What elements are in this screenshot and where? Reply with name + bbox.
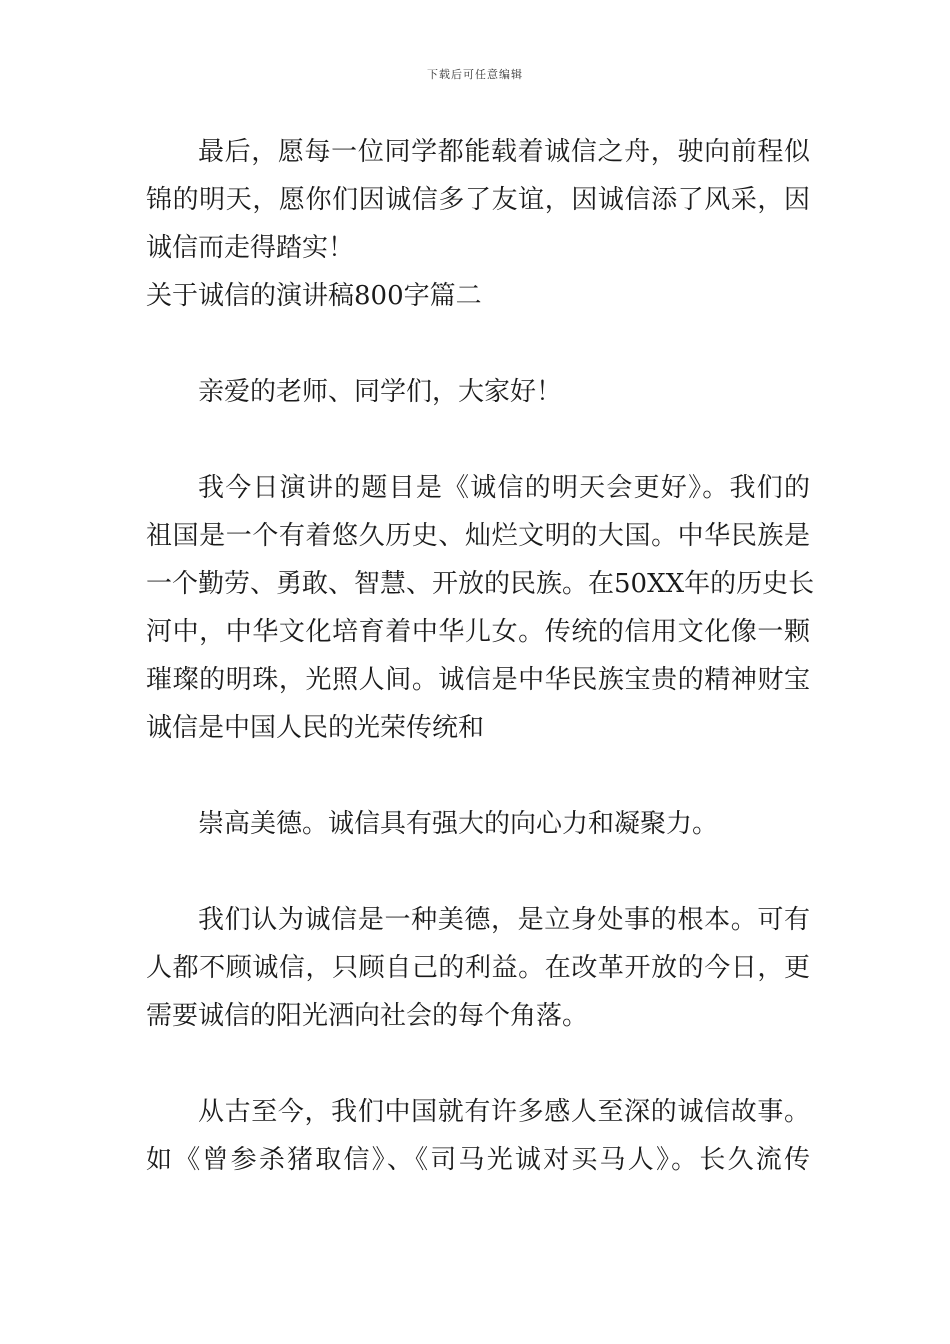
document-body	[146, 128, 815, 1184]
text-line: 如《曾参杀猪取信》、《司马光诚对买马人》。长久流传	[146, 1145, 810, 1175]
text-line: 需要诚信的阳光洒向社会的每个角落。	[146, 1001, 589, 1031]
paragraph-gap	[146, 1040, 810, 1088]
text-line: 诚信而走得踏实！	[146, 233, 355, 263]
paragraph-greeting	[146, 368, 810, 416]
paragraph-gap	[146, 416, 810, 464]
section-title	[146, 272, 810, 320]
text-line: 亲爱的老师、同学们，大家好！	[198, 377, 563, 407]
paragraph-topic	[146, 464, 815, 752]
text-line: 一个勤劳、勇敢、智慧、开放的民族。在50XX年的历史长	[146, 569, 815, 599]
text-line: 我今日演讲的题目是《诚信的明天会更好》。我们的	[198, 473, 810, 503]
text-line: 崇高美德。诚信具有强大的向心力和凝聚力。	[198, 809, 719, 839]
paragraph-gap	[146, 320, 810, 368]
section-heading: 关于诚信的演讲稿800字篇二	[146, 281, 482, 311]
paragraph-closing	[146, 128, 810, 272]
text-line: 诚信是中国人民的光荣传统和	[146, 713, 485, 743]
text-line: 河中，中华文化培育着中华儿女。传统的信用文化像一颗	[146, 617, 810, 647]
text-line: 从古至今，我们中国就有许多感人至深的诚信故事。	[198, 1097, 810, 1127]
text-line: 最后，愿每一位同学都能载着诚信之舟，驶向前程似	[198, 137, 810, 167]
text-line: 祖国是一个有着悠久历史、灿烂文明的大国。中华民族是	[146, 521, 810, 551]
paragraph-belief	[146, 896, 810, 1040]
text-line: 我们认为诚信是一种美德，是立身处事的根本。可有	[198, 905, 810, 935]
paragraph-gap	[146, 752, 810, 800]
paragraph-virtue	[146, 800, 810, 848]
text-line: 人都不顾诚信，只顾自己的利益。在改革开放的今日，更	[146, 953, 810, 983]
text-line: 锦的明天，愿你们因诚信多了友谊，因诚信添了风采，因	[146, 185, 810, 215]
paragraph-gap	[146, 848, 810, 896]
page-header-note: 下载后可任意编辑	[427, 68, 523, 81]
paragraph-history	[146, 1088, 810, 1184]
text-line: 璀璨的明珠，光照人间。诚信是中华民族宝贵的精神财宝	[146, 665, 810, 695]
